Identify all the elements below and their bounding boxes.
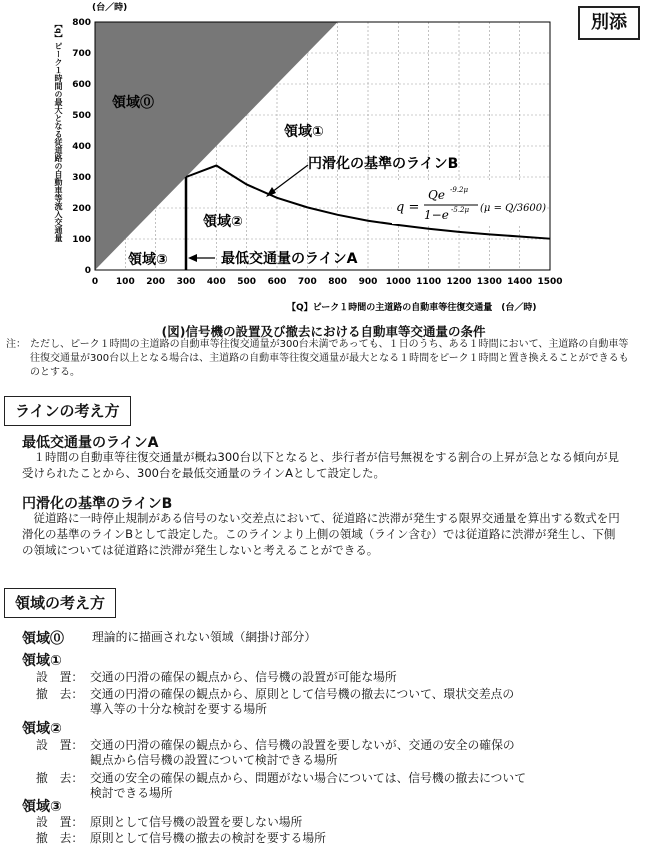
formula-den: 1−e (424, 208, 449, 222)
region-3-remove-text: 原則として信号機の撤去の検討を要する場所 (90, 831, 326, 845)
section-region-title: 領域の考え方 (4, 588, 116, 618)
line-a-heading: 最低交通量のラインA (22, 435, 159, 451)
region-2-remove-key: 撤 去： (36, 771, 84, 785)
region-0-shading (95, 22, 338, 270)
region-1-set (36, 670, 397, 685)
note-prefix: 注： (6, 339, 26, 350)
y-tick-label: 400 (72, 142, 91, 152)
y-axis-ticks (72, 18, 91, 276)
x-tick-label: 1100 (416, 277, 442, 287)
section-line-title: ラインの考え方 (4, 396, 131, 426)
annotation-line-a: 最低交通量のラインA (221, 251, 358, 267)
y-tick-label: 200 (72, 204, 91, 214)
x-tick-label: 1300 (476, 277, 502, 287)
annotation-a-arrowhead (188, 254, 197, 262)
y-tick-label: 600 (72, 80, 91, 90)
region-1-remove-text-1: 交通の円滑の確保の観点から、原則として信号機の撤去について、環状交差点の (90, 687, 515, 701)
y-axis-label: 【q】ピーク１時間の最大となる従道路の自動車等流入交通量 (54, 20, 63, 242)
region-2-set-key: 設 置： (36, 738, 84, 752)
x-tick-label: 900 (358, 277, 378, 287)
x-tick-label: 600 (267, 277, 287, 287)
region-3-heading: 領域③ (22, 799, 62, 815)
x-tick-label: 0 (91, 277, 99, 287)
region-1-set-text: 交通の円滑の確保の観点から、信号機の設置が可能な場所 (90, 670, 397, 684)
region-3-set-text: 原則として信号機の設置を要しない場所 (90, 815, 303, 829)
region-3-set (36, 815, 302, 830)
region-3-remove (36, 831, 326, 846)
chart-caption: (図)信号機の設置及び撤去における自動車等交通量の条件 (161, 324, 486, 339)
formula-num-exp: -9.2μ (450, 186, 469, 194)
x-tick-label: 100 (115, 277, 135, 287)
x-tick-label: 400 (206, 277, 226, 287)
x-tick-label: 1000 (385, 277, 411, 287)
y-tick-label: 300 (72, 173, 91, 183)
region-3-set-key: 設 置： (36, 815, 84, 829)
line-b-heading: 円滑化の基準のラインB (22, 496, 173, 512)
region-2-remove-text-1: 交通の安全の確保の観点から、問題がない場合については、信号機の撤去について (90, 771, 527, 785)
y-tick-label: 100 (72, 235, 91, 245)
region-1-remove-text-2: 導入等の十分な検討を要する場所 (90, 702, 267, 716)
region-3-remove-key: 撤 去： (36, 831, 84, 845)
y-tick-label: 700 (72, 49, 91, 59)
region-1-remove-key: 撤 去： (36, 687, 84, 701)
x-tick-label: 800 (328, 277, 348, 287)
region-2-label: 領域② (203, 214, 243, 230)
region-2-heading: 領域② (22, 721, 62, 737)
formula-cond: (μ = Q/3600) (480, 203, 547, 214)
traffic-condition-chart (0, 0, 647, 320)
note (6, 338, 636, 380)
region-1-heading: 領域① (22, 653, 62, 669)
region-2-remove-text-2: 検討できる場所 (90, 786, 173, 800)
y-axis-label-wrap (52, 20, 64, 305)
x-tick-label: 1200 (446, 277, 472, 287)
formula (392, 180, 546, 224)
region-1-label: 領域① (284, 124, 324, 140)
x-tick-label: 1500 (537, 277, 563, 287)
region-1-remove (36, 687, 514, 702)
region-1-set-key: 設 置： (36, 670, 84, 684)
x-tick-label: 1400 (507, 277, 533, 287)
region-3-label: 領域③ (128, 252, 168, 268)
x-tick-label: 500 (237, 277, 257, 287)
region-2-remove (36, 771, 526, 786)
formula-den-exp: -5.2μ (451, 206, 470, 214)
y-tick-label: 500 (72, 111, 91, 121)
formula-lhs: q = (396, 200, 420, 215)
line-b-text: 従道路に一時停止規制がある信号のない交差点において、従道路に渋滞が発生する限界交通量を算出する数式を円滑化の基準のラインBとして設定した。このラインより上側の領域（ライン含む）では従道路に渋滞が発生し、下側の領域については従道路に渋滞が発生しないと考えることができる。 (22, 511, 620, 557)
x-axis-label: 【Q】ピーク１時間の主道路の自動車等往復交通量 (台／時) (287, 303, 537, 313)
line-a-text: １時間の自動車等往復交通量が概ね300台以下となると、歩行者が信号無視をする割合の上昇が急となる傾向が見受けられたことから、300台を最低交通量のラインAとして設定した。 (22, 450, 619, 480)
x-tick-label: 300 (176, 277, 196, 287)
region-0-heading: 領域⓪ (22, 631, 64, 647)
region-0-text: 理論的に描画されない領域（網掛け部分） (92, 630, 317, 644)
attachment-badge: 別添 (578, 6, 640, 40)
y-unit: (台／時) (92, 3, 128, 13)
formula-num: Qe (428, 188, 445, 202)
x-tick-label: 700 (297, 277, 317, 287)
y-tick-label: 800 (72, 18, 91, 28)
note-text: ただし、ピーク１時間の主道路の自動車等往復交通量が300台未満であっても、１日のうち、ある１時間において、主道路の自動車等往復交通量が300台以上となる場合は、主道路の自動車等往復交通量が最大となる１時間をピーク１時間と置き換えることができるものとする。 (30, 339, 629, 378)
x-tick-label: 200 (146, 277, 166, 287)
region-0-label: 領域⓪ (112, 95, 154, 111)
region-2-set (36, 738, 515, 753)
region-2-set-text-2: 観点から信号機の設置について検討できる場所 (90, 753, 338, 767)
annotation-line-b: 円滑化の基準のラインB (308, 156, 459, 172)
y-tick-label: 0 (84, 266, 91, 276)
region-2-set-text-1: 交通の円滑の確保の観点から、信号機の設置を要しないが、交通の安全の確保の (90, 738, 515, 752)
x-axis-ticks (92, 277, 563, 287)
